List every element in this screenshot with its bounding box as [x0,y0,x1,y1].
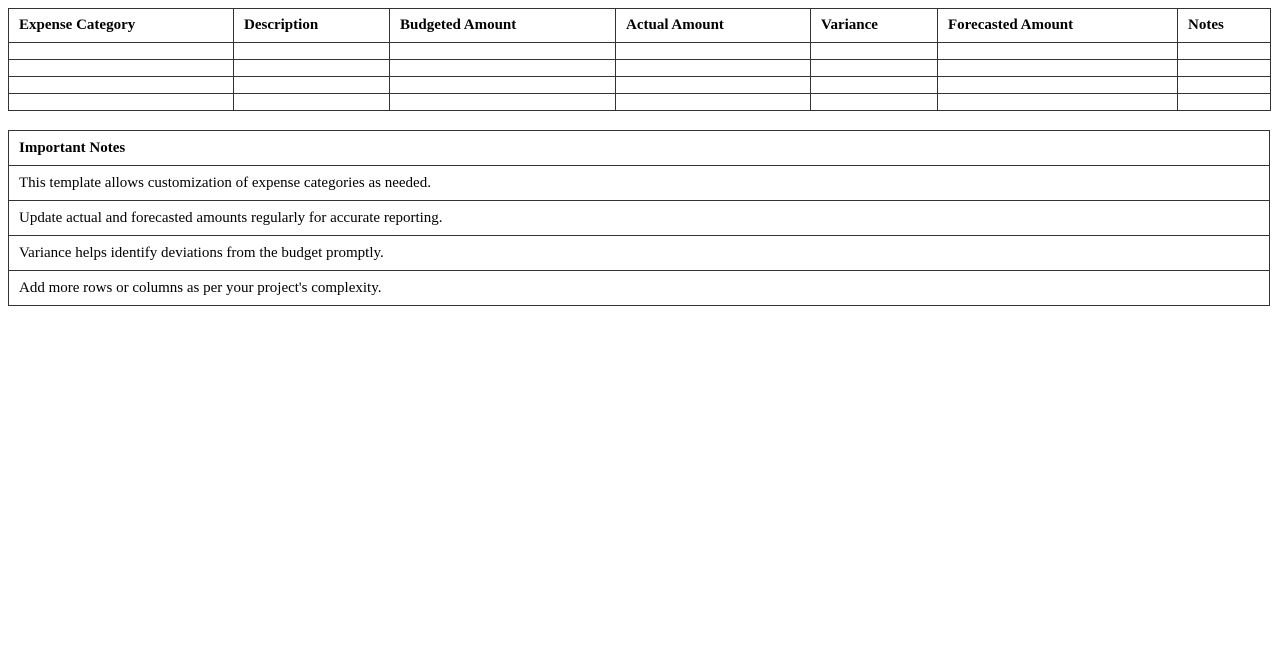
list-item [9,236,1270,271]
column-header-forecasted-amount: Forecasted Amount [938,9,1178,43]
table-cell[interactable] [938,94,1178,111]
table-cell[interactable] [234,60,390,77]
table-cell[interactable] [234,43,390,60]
notes-heading: Important Notes [9,131,1270,166]
list-item [9,271,1270,306]
note-text: Variance helps identify deviations from the budget promptly. [9,236,1270,271]
table-row [9,77,1271,94]
table-cell[interactable] [616,94,811,111]
column-header-actual-amount: Actual Amount [616,9,811,43]
table-cell[interactable] [9,43,234,60]
table-cell[interactable] [811,43,938,60]
budget-table [8,8,1271,111]
column-header-variance: Variance [811,9,938,43]
table-cell[interactable] [1178,43,1271,60]
column-header-expense-category: Expense Category [9,9,234,43]
note-text: Add more rows or columns as per your project's complexity. [9,271,1270,306]
table-cell[interactable] [938,60,1178,77]
important-notes-table [8,130,1270,306]
table-cell[interactable] [9,94,234,111]
table-cell[interactable] [234,77,390,94]
table-cell[interactable] [390,60,616,77]
column-header-budgeted-amount: Budgeted Amount [390,9,616,43]
document-sheet [8,8,1270,306]
table-row [9,43,1271,60]
table-cell[interactable] [234,94,390,111]
table-cell[interactable] [616,77,811,94]
table-cell[interactable] [390,77,616,94]
table-header-row [9,9,1271,43]
table-row [9,94,1271,111]
list-item [9,166,1270,201]
table-cell[interactable] [811,60,938,77]
notes-header-row [9,131,1270,166]
table-row [9,60,1271,77]
table-cell[interactable] [811,77,938,94]
table-cell[interactable] [9,60,234,77]
table-cell[interactable] [9,77,234,94]
table-cell[interactable] [390,94,616,111]
column-header-notes: Notes [1178,9,1271,43]
table-cell[interactable] [938,43,1178,60]
table-cell[interactable] [616,60,811,77]
table-cell[interactable] [938,77,1178,94]
table-cell[interactable] [1178,94,1271,111]
table-cell[interactable] [1178,60,1271,77]
column-header-description: Description [234,9,390,43]
table-cell[interactable] [616,43,811,60]
table-cell[interactable] [1178,77,1271,94]
table-cell[interactable] [390,43,616,60]
table-cell[interactable] [811,94,938,111]
list-item [9,201,1270,236]
note-text: This template allows customization of expense categories as needed. [9,166,1270,201]
note-text: Update actual and forecasted amounts regularly for accurate reporting. [9,201,1270,236]
